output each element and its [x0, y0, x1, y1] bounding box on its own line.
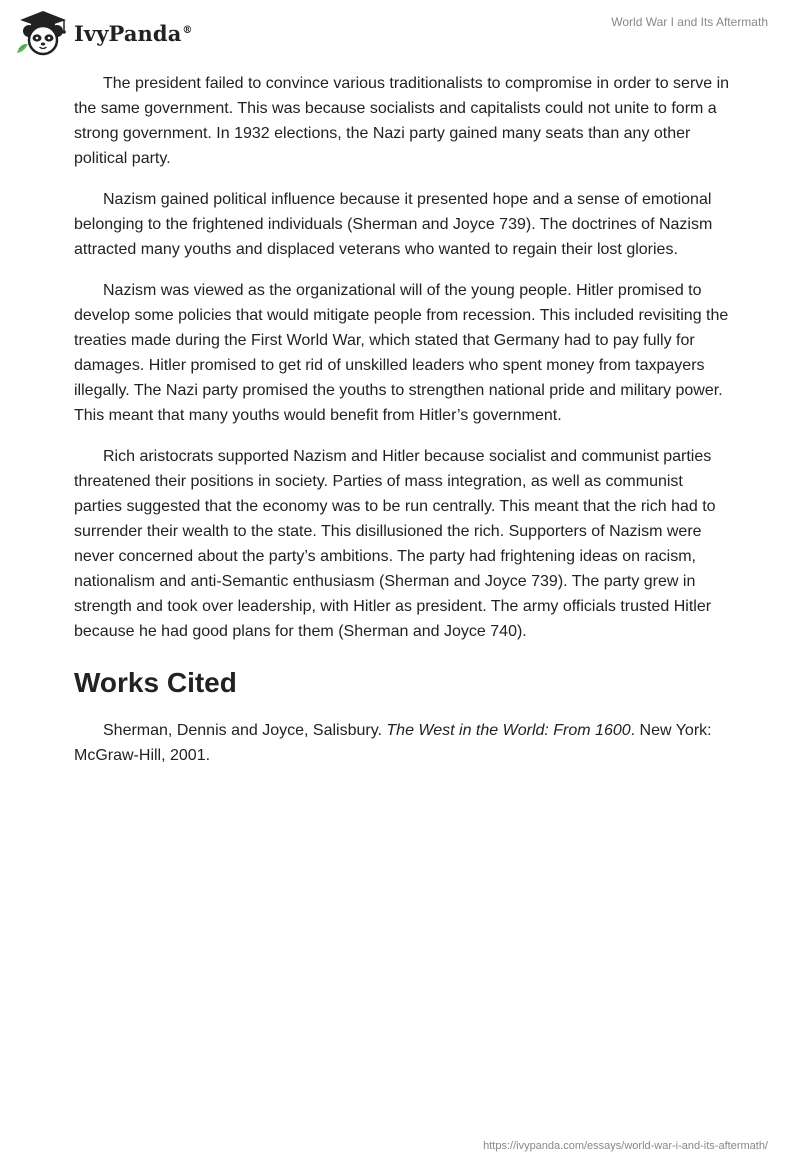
paragraph: Rich aristocrats supported Nazism and Hitler because socialist and communist parties threatened their positions in society. Parties of mass integration, as well as communist parties suggested that the economy was to be run centrally. This meant that the rich had to surrender their wealth to the state. This disillusioned the rich. Supporters of Nazism were never concerned about the party’s ambitions. The party had frightening ideas on racism, nationalism and anti-Semantic enthusiasm (Sherman and Joyce 739). The party grew in strength and took over leadership, with Hitler as president. The army officials trusted Hitler because he had good plans for them (Sherman and Joyce 740).	[74, 448, 716, 640]
paragraph: The president failed to convince various traditionalists to compromise in order to serve in the same government. This was because socialists and capitalists could not unite to form a strong government. In 1932 elections, the Nazi party gained many seats than any other political party.	[74, 75, 730, 167]
running-title: World War I and Its Aftermath	[611, 15, 768, 29]
panda-graduate-icon	[14, 9, 72, 57]
ivypanda-logo[interactable]	[14, 8, 193, 58]
registered-mark: ®	[182, 24, 193, 36]
source-url[interactable]: https://ivypanda.com/essays/world-war-i-and-its-aftermath/	[483, 1140, 768, 1152]
citation-publisher: . New York: McGraw-Hill, 2001.	[74, 722, 712, 764]
essay-content	[74, 71, 734, 768]
paragraph: Nazism was viewed as the organizational will of the young people. Hitler promised to develop some policies that would mitigate people from recession. This included revisiting the treaties made during the First World War, which stated that Germany had to pay fully for damages. Hitler promised to get rid of unskilled leaders who spent money from taxpayers illegally. The Nazi party promised the youths to strengthen national pride and military power. This meant that many youths would benefit from Hitler’s government.	[74, 282, 729, 424]
brand-name: IvyPanda®	[74, 20, 193, 46]
citation-authors: Sherman, Dennis and Joyce, Salisbury.	[103, 722, 387, 739]
paragraph: Nazism gained political influence because it presented hope and a sense of emotional belonging to the frightened individuals (Sherman and Joyce 739). The doctrines of Nazism attracted many youths and displaced veterans who wanted to regain their lost glories.	[74, 191, 713, 258]
citation-entry	[74, 718, 734, 768]
citation-title: The West in the World: From 1600	[386, 722, 631, 739]
works-cited-heading: Works Cited	[74, 667, 237, 698]
